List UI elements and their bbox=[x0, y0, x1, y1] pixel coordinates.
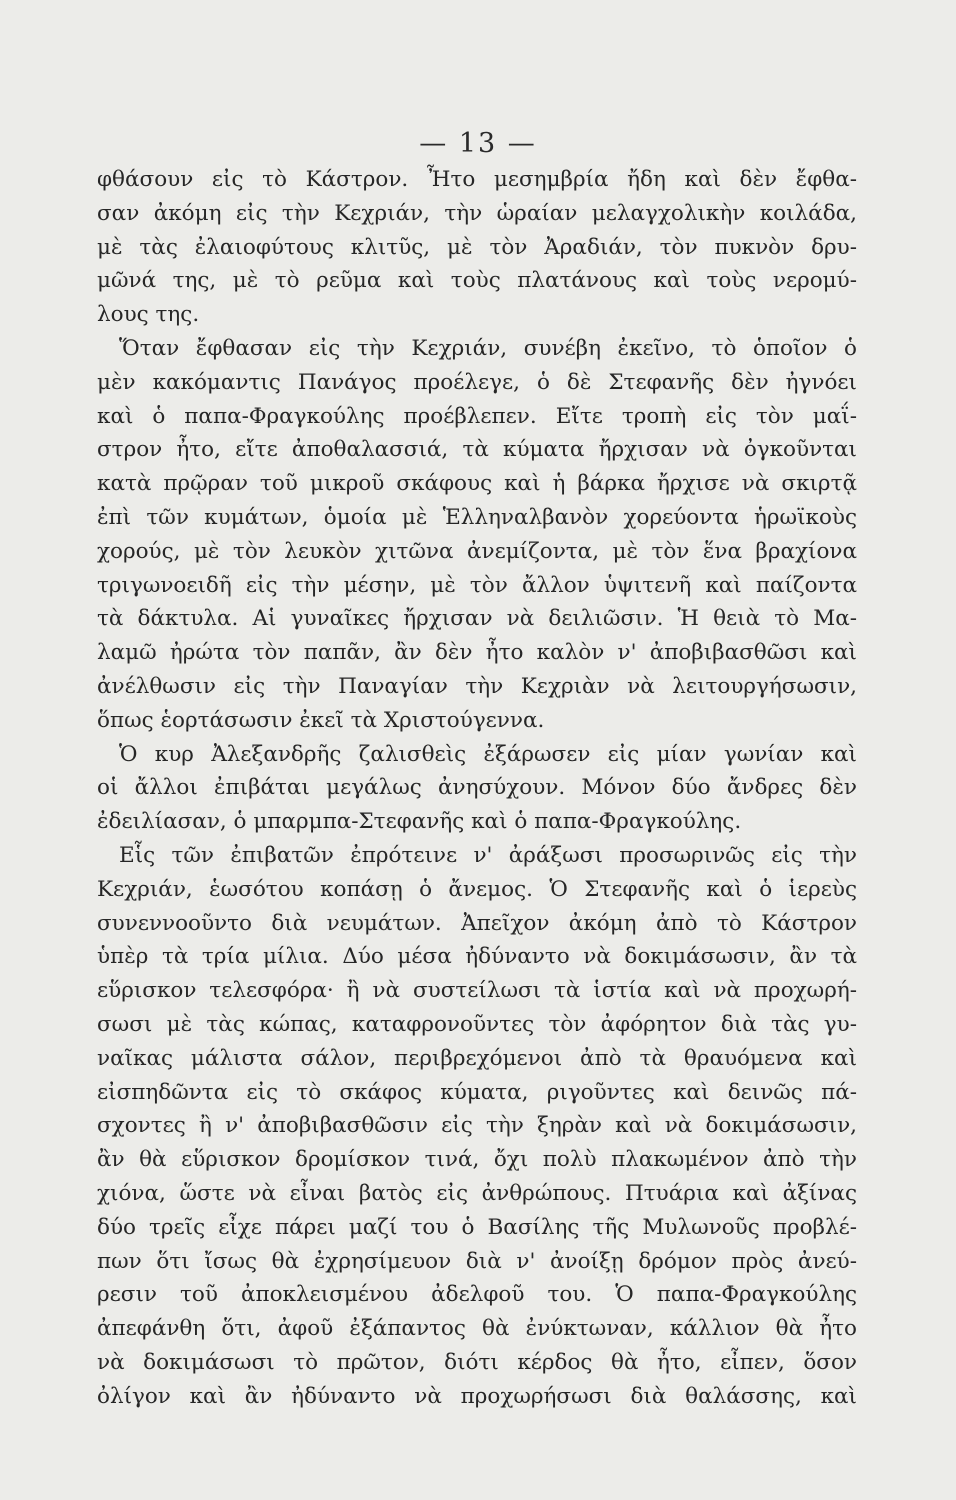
text-line: τριγωνοειδῆ εἰς τὴν μέσην, μὲ τὸν ἄλλον ὑψιτενῆ καὶ παίζοντα bbox=[97, 572, 857, 598]
text-line: σχοντες ἢ ν' ἀποβιβασθῶσιν εἰς τὴν ξηρὰν καὶ νὰ δοκιμάσωσιν, bbox=[97, 1113, 857, 1139]
text-line: φθάσουν εἰς τὸ Κάστρον. Ἦτο μεσημβρία ἤδη καὶ δὲν ἔφθα- bbox=[97, 167, 857, 192]
text-line: σωσι μὲ τὰς κώπας, καταφρονοῦντες τὸν ἀφόρητον διὰ τὰς γυ- bbox=[97, 1011, 857, 1037]
text-line: μὲν κακόμαντις Πανάγος προέλεγε, ὁ δὲ Στεφανῆς δὲν ἠγνόει bbox=[97, 369, 857, 395]
text-line: οἱ ἄλλοι ἐπιβάται μεγάλως ἀνησύχουν. Μόνον δύο ἄνδρες δὲν bbox=[97, 775, 857, 801]
text-line: ναῖκας μάλιστα σάλον, περιβρεχόμενοι ἀπὸ τὰ θραυόμενα καὶ bbox=[97, 1045, 857, 1071]
text-line: Ὅταν ἔφθασαν εἰς τὴν Κεχριάν, συνέβη ἐκεῖνο, τὸ ὁποῖον ὁ bbox=[119, 335, 857, 361]
text-line: ὀλίγον καὶ ἂν ἠδύναντο νὰ προχωρήσωσι διὰ θαλάσσης, καὶ bbox=[97, 1383, 857, 1409]
text-line: σαν ἀκόμη εἰς τὴν Κεχριάν, τὴν ὡραίαν μελαγχολικὴν κοιλάδα, bbox=[97, 200, 857, 226]
text-line: ἀπεφάνθη ὅτι, ἀφοῦ ἐξάπαντος θὰ ἐνύκτωναν, κάλλιον θὰ ἦτο bbox=[97, 1316, 857, 1342]
text-line: συνεννοοῦντο διὰ νευμάτων. Ἀπεῖχον ἀκόμη ἀπὸ τὸ Κάστρον bbox=[97, 910, 857, 936]
text-line: καὶ ὁ παπα-Φραγκούλης προέβλεπεν. Εἴτε τροπὴ εἰς τὸν μαΐ- bbox=[97, 403, 857, 429]
text-line: νὰ δοκιμάσωσι τὸ πρῶτον, διότι κέρδος θὰ ἦτο, εἶπεν, ὅσον bbox=[97, 1349, 857, 1375]
text-line: κατὰ πρῷραν τοῦ μικροῦ σκάφους καὶ ἡ βάρκα ἤρχισε νὰ σκιρτᾷ bbox=[97, 471, 857, 497]
text-line: μῶνά της, μὲ τὸ ρεῦμα καὶ τοὺς πλατάνους καὶ τοὺς νερομύ- bbox=[97, 268, 857, 294]
text-line: τὰ δάκτυλα. Αἱ γυναῖκες ἤρχισαν νὰ δειλιῶσιν. Ἡ θειὰ τὸ Μα- bbox=[97, 606, 857, 632]
text-line: ἐπὶ τῶν κυμάτων, ὁμοία μὲ Ἑλληναλβανὸν χορεύοντα ἡρωϊκοὺς bbox=[97, 504, 857, 530]
text-line: ἀνέλθωσιν εἰς τὴν Παναγίαν τὴν Κεχριὰν νὰ λειτουργήσωσιν, bbox=[97, 673, 857, 699]
text-line: χιόνα, ὥστε νὰ εἶναι βατὸς εἰς ἀνθρώπους. Πτυάρια καὶ ἀξίνας bbox=[97, 1180, 857, 1206]
text-line: εἰσπηδῶντα εἰς τὸ σκάφος κύματα, ριγοῦντες καὶ δεινῶς πά- bbox=[97, 1079, 857, 1105]
text-line: πων ὅτι ἴσως θὰ ἐχρησίμευον διὰ ν' ἀνοίξῃ δρόμον πρὸς ἀνεύ- bbox=[97, 1248, 857, 1274]
text-line: δύο τρεῖς εἶχε πάρει μαζί του ὁ Βασίλης τῆς Μυλωνοῦς προβλέ- bbox=[97, 1214, 857, 1240]
text-line: Κεχριάν, ἑωσότου κοπάσῃ ὁ ἄνεμος. Ὁ Στεφανῆς καὶ ὁ ἱερεὺς bbox=[97, 876, 857, 902]
body-text bbox=[97, 163, 857, 1413]
text-line: ὅπως ἑορτάσωσιν ἐκεῖ τὰ Χριστούγεννα. bbox=[97, 707, 545, 733]
text-line: εὕρισκον τελεσφόρα· ἢ νὰ συστείλωσι τὰ ἱστία καὶ νὰ προχωρή- bbox=[97, 978, 857, 1004]
text-line: λους της. bbox=[97, 302, 200, 328]
text-line: στρον ἦτο, εἴτε ἀποθαλασσιά, τὰ κύματα ἤρχισαν νὰ ὀγκοῦνται bbox=[97, 437, 857, 463]
text-line: ὑπὲρ τὰ τρία μίλια. Δύο μέσα ἠδύναντο νὰ δοκιμάσωσιν, ἂν τὰ bbox=[97, 944, 857, 970]
text-line: Εἷς τῶν ἐπιβατῶν ἐπρότεινε ν' ἀράξωσι προσωρινῶς εἰς τὴν bbox=[119, 842, 857, 868]
text-line: ρεσιν τοῦ ἀποκλεισμένου ἀδελφοῦ του. Ὁ παπα-Φραγκούλης bbox=[97, 1282, 857, 1308]
text-line: ἂν θὰ εὕρισκον δρομίσκον τινά, ὄχι πολὺ πλακωμένον ἀπὸ τὴν bbox=[97, 1147, 857, 1173]
text-line: μὲ τὰς ἐλαιοφύτους κλιτῦς, μὲ τὸν Ἀραδιάν, τὸν πυκνὸν δρυ- bbox=[97, 234, 857, 260]
text-line: Ὁ κυρ Ἀλεξανδρῆς ζαλισθεὶς ἐξάρωσεν εἰς μίαν γωνίαν καὶ bbox=[119, 741, 857, 767]
text-line: λαμῶ ἠρώτα τὸν παπᾶν, ἂν δὲν ἦτο καλὸν ν' ἀποβιβασθῶσι καὶ bbox=[97, 640, 857, 666]
text-line: χορούς, μὲ τὸν λευκὸν χιτῶνα ἀνεμίζοντα, μὲ τὸν ἕνα βραχίονα bbox=[97, 538, 857, 564]
page-number: — 13 — bbox=[419, 128, 537, 159]
text-line: ἐδειλίασαν, ὁ μπαρμπα-Στεφανῆς καὶ ὁ παπα-Φραγκούλης. bbox=[97, 809, 742, 835]
